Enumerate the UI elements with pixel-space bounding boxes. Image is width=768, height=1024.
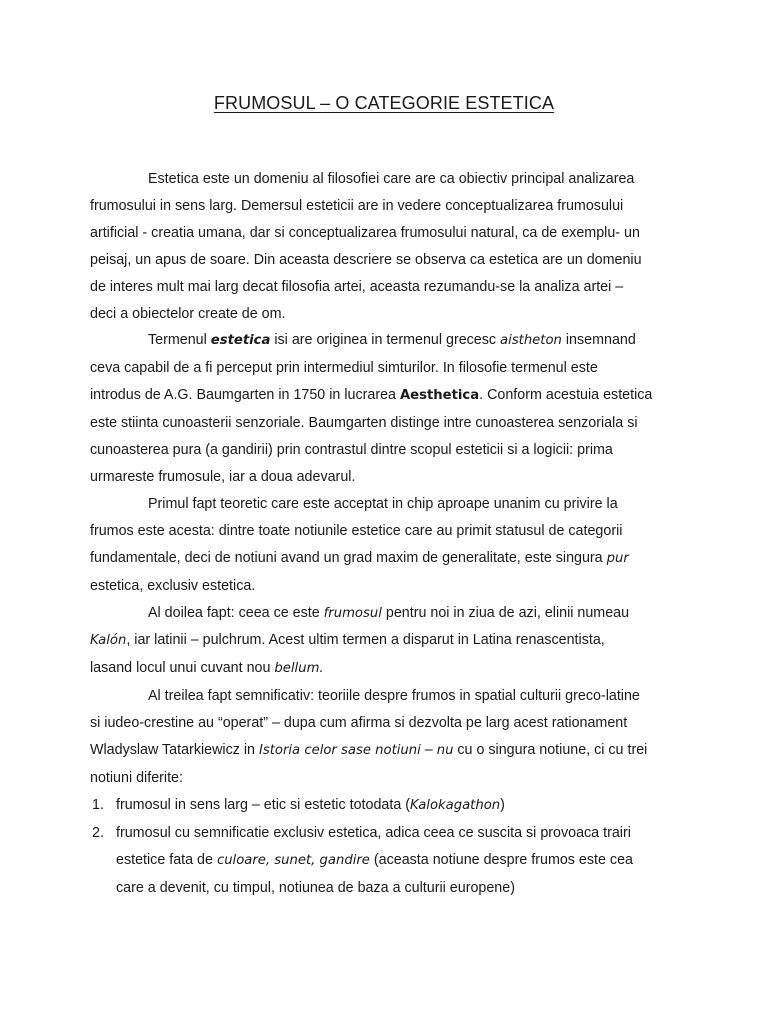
- text-line: [32, 545, 680, 573]
- list-item: [90, 820, 680, 902]
- text-line: [32, 382, 680, 410]
- book-title: Istoria celor sase notiuni: [258, 743, 421, 759]
- text-line: estetica, exclusiv estetica.: [90, 577, 256, 594]
- text-line: [32, 655, 680, 683]
- text-line: este stiinta cunoasterii senzoriale. Baumgarten distinge intre cunoasterea senzoriala si: [90, 415, 638, 432]
- text-run: (aceasta notiune despre frumos este cea: [369, 851, 633, 868]
- text-line: cunoasterea pura (a gandirii) prin contrastul dintre scopul esteticii si a logicii: prima: [90, 442, 613, 459]
- term-bellum: bellum.: [274, 661, 324, 677]
- text-line: urmareste frumosule, iar a doua adevarul.: [90, 468, 356, 485]
- term-nu: nu: [436, 743, 454, 759]
- text-line: care a devenit, cu timpul, notiunea de baza a culturii europene): [116, 879, 515, 896]
- text-run: frumosul in sens larg – etic si estetic totodata (: [116, 796, 411, 813]
- paragraph-1: [90, 166, 680, 327]
- text-run: , iar latinii – pulchrum. Acest ultim termen a disparut in Latina renascentista,: [126, 632, 605, 649]
- term-aesthetica: Aesthetica: [399, 388, 480, 404]
- list-number: 2.: [92, 824, 104, 841]
- text-line: artificial - creatia umana, dar si conceptualizarea frumosului natural, ca de exemplu- un: [90, 224, 640, 241]
- text-run: fundamentale, deci de notiuni avand un grad maxim de generalitate, este singura: [90, 549, 607, 566]
- paragraph-4: [90, 600, 680, 684]
- text-line: deci a obiectelor create de om.: [90, 305, 286, 322]
- term-pur: pur: [606, 550, 629, 566]
- text-line: Estetica este un domeniu al filosofiei care are ca obiectiv principal analizarea: [148, 171, 635, 187]
- text-run: lasand locul unui cuvant nou: [90, 660, 275, 677]
- term-frumosul: frumosul: [323, 605, 382, 621]
- list-item: [90, 792, 680, 820]
- paragraph-3: [90, 491, 680, 600]
- text-line: [32, 737, 680, 765]
- text-line: [32, 627, 680, 655]
- term-kalokagathon: Kalokagathon: [410, 797, 501, 813]
- term-estetica: estetica: [210, 333, 271, 349]
- text-line: frumosul cu semnificatie exclusiv estetica, adica ceea ce suscita si provoaca trairi: [116, 824, 631, 841]
- text-line: [116, 792, 680, 820]
- paragraph-5: [90, 683, 680, 792]
- text-run: insemnand: [561, 332, 636, 349]
- text-line: [90, 327, 680, 355]
- text-line: si iudeo-crestine au “operat” – dupa cum afirma si dezvolta pe larg acest rationament: [90, 715, 628, 732]
- text-run: isi are originea in termenul grecesc: [270, 332, 501, 349]
- document-body: [90, 166, 680, 901]
- text-line: Al treilea fapt semnificativ: teoriile despre frumos in spatial culturii greco-latine: [148, 688, 640, 705]
- text-line: peisaj, un apus de soare. Din aceasta descriere se observa ca estetica are un domeniu: [90, 251, 642, 268]
- text-run: Termenul: [148, 332, 211, 349]
- text-run: pentru noi in ziua de azi, elinii numeau: [381, 604, 630, 621]
- text-line: frumosului in sens larg. Demersul esteticii are in vedere conceptualizarea frumosului: [90, 197, 624, 214]
- text-run: cu o singura notiune, ci cu trei: [453, 742, 648, 759]
- text-line: ceva capabil de a fi perceput prin intermediul simturilor. In filosofie termenul este: [90, 360, 598, 377]
- text-run: Wladyslaw Tatarkiewicz in: [90, 742, 259, 759]
- term-kalon: Kalón: [90, 633, 127, 649]
- paragraph-2: [90, 327, 680, 490]
- term-aistheton: aistheton: [500, 333, 562, 349]
- text-run: introdus de A.G. Baumgarten in 1750 in lucrarea: [90, 387, 400, 404]
- text-run: . Conform acestuia estetica: [479, 387, 653, 404]
- text-line: Primul fapt teoretic care este acceptat in chip aproape unanim cu privire la: [148, 495, 618, 512]
- text-run: Al doilea fapt: ceea ce este: [148, 604, 324, 621]
- text-line: frumos este acesta: dintre toate notiunile estetice care au primit statusul de categorii: [90, 522, 623, 539]
- document-title: FRUMOSUL – O CATEGORIE ESTETICA: [213, 93, 555, 113]
- text-line: [116, 847, 680, 875]
- list-number: 1.: [92, 796, 104, 813]
- text-line: notiuni diferite:: [90, 769, 183, 786]
- text-run: estetice fata de: [116, 851, 217, 868]
- text-line: [90, 600, 680, 628]
- text-line: de interes mult mai larg decat filosofia artei, aceasta rezumandu-se la analiza artei –: [90, 278, 624, 295]
- text-run: ): [500, 796, 505, 813]
- term-culoare-sunet-gandire: culoare, sunet, gandire: [216, 852, 370, 868]
- text-run: –: [420, 742, 437, 759]
- numbered-list: [90, 792, 680, 902]
